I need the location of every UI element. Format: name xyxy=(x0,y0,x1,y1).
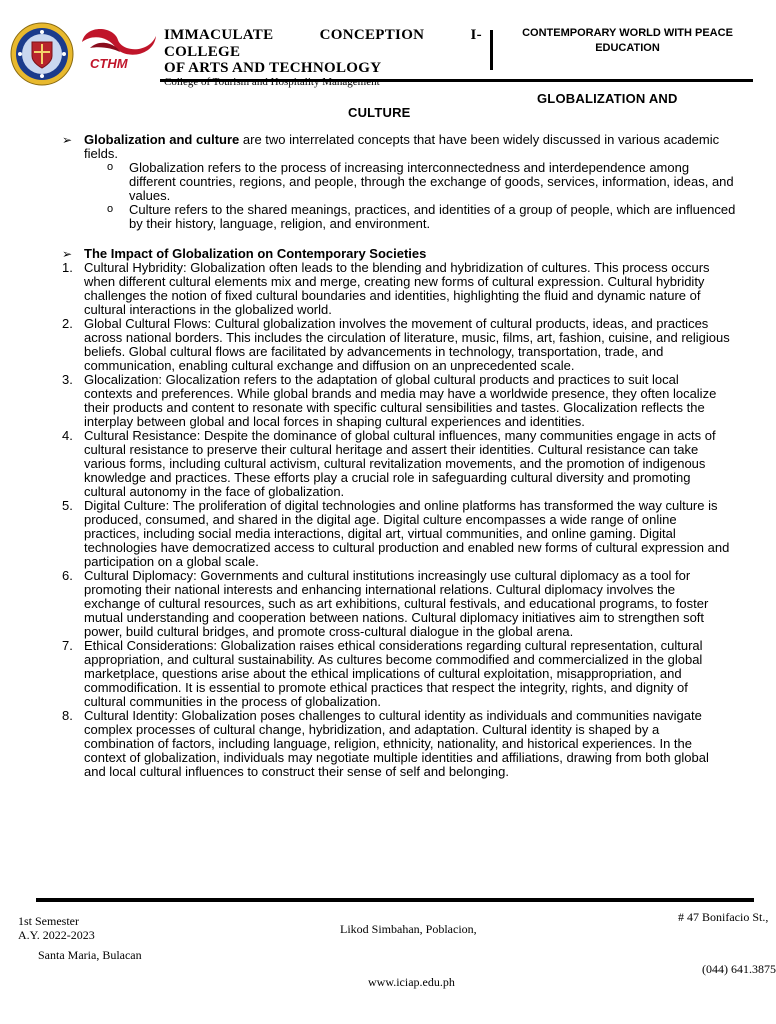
impact-list xyxy=(62,261,742,779)
topic-title-line-2: CULTURE xyxy=(348,105,411,120)
list-number: 7. xyxy=(62,638,73,653)
school-name-word: CONCEPTION xyxy=(319,27,425,43)
section-heading: The Impact of Globalization on Contemporary Societies xyxy=(84,246,427,261)
definition-list xyxy=(62,161,742,231)
list-item xyxy=(107,160,742,203)
cthm-logo xyxy=(76,22,160,72)
intro-paragraph xyxy=(84,133,742,161)
list-item xyxy=(62,708,742,779)
topic-title-line-1: GLOBALIZATION AND xyxy=(537,91,678,106)
impact-section xyxy=(62,247,742,779)
footer-phone: (044) 641.3875 xyxy=(702,962,776,976)
footer-website: www.iciap.edu.ph xyxy=(368,975,455,989)
list-number: 1. xyxy=(62,260,73,275)
list-item-text: Digital Culture: The proliferation of digital technologies and online platforms has transformed the way culture is produced, consumed, and shared in the digital age. Digital culture encompasses a wide range of online practices, including social media interactions, digital art, virtual communities, and online gaming. Digital technologies have democratized access to cultural production and enabled new forms of cultural expression and participation on a global scale. xyxy=(84,498,730,569)
footer-semester: 1st Semester xyxy=(18,914,79,928)
school-name-word: IMMACULATE xyxy=(164,27,274,43)
circle-bullet-icon: o xyxy=(107,203,114,215)
list-number: 6. xyxy=(62,568,73,583)
list-item xyxy=(107,202,742,231)
list-number: 3. xyxy=(62,372,73,387)
intro-text: are two interrelated concepts that have been widely discussed in various academic fields. xyxy=(84,132,720,161)
arrow-bullet-icon: ➢ xyxy=(62,133,73,147)
school-name-line-3: OF ARTS AND TECHNOLOGY xyxy=(164,60,382,76)
footer-town: Santa Maria, Bulacan xyxy=(38,948,142,962)
list-item xyxy=(62,568,742,639)
school-name-word: I- xyxy=(470,27,482,43)
list-number: 5. xyxy=(62,498,73,513)
footer-academic-year: A.Y. 2022-2023 xyxy=(18,928,95,942)
header-vertical-divider xyxy=(490,30,493,70)
list-item xyxy=(62,372,742,429)
course-title: CONTEMPORARY WORLD WITH PEACE EDUCATION xyxy=(522,27,733,54)
list-number: 2. xyxy=(62,316,73,331)
intro-bold-lead: Globalization and culture xyxy=(84,132,240,147)
footer-street: Likod Simbahan, Poblacion, xyxy=(340,922,477,936)
list-item-text: Ethical Considerations: Globalization raises ethical considerations regarding cultural representation, cultural appropriation, and cultural sustainability. As cultures become commodified and commercialized in the global marketplace, questions arise about the ethical implications of cultural exploitation, misappropriation, and commodification. It is essential to promote ethical practices that respect the integrity, rights, and dignity of cultural communities in the process of globalization. xyxy=(84,638,703,709)
school-name-line-2: COLLEGE xyxy=(164,44,241,60)
list-item xyxy=(62,316,742,373)
list-item xyxy=(62,638,742,709)
list-item xyxy=(62,260,742,317)
school-subtitle: College of Tourism and Hospitality Management xyxy=(164,76,380,88)
list-item-text: Global Cultural Flows: Cultural globalization involves the movement of cultural products, ideas, and practices across national borders. This includes the circulation of literature, music, films, art, fashion, cuisine, and religious beliefs. Global cultural flows are facilitated by advancements in technology, transportation, trade, and communication, enabling cultural exchange and diffusion on an unprecedented scale. xyxy=(84,316,730,373)
footer-divider xyxy=(36,898,754,902)
circle-bullet-icon: o xyxy=(107,161,114,173)
list-number: 4. xyxy=(62,428,73,443)
list-item-text: Cultural Resistance: Despite the dominance of global cultural influences, many communities engage in acts of cultural resistance to preserve their cultural heritage and assert their identities. Cultural resistance can take various forms, including cultural activism, cultural revitalization movements, and the promotion of indigenous knowledge and practices. These efforts play a crucial role in safeguarding cultural diversity and promoting cultural autonomy in the face of globalization. xyxy=(84,428,716,499)
list-item-text: Cultural Diplomacy: Governments and cultural institutions increasingly use cultural diplomacy as a tool for promoting their national interests and enhancing international relations. Cultural diplomacy involves the exchange of cultural resources, such as art exhibitions, cultural festivals, and educational programs, to foster mutual understanding and cooperation between nations. Cultural diplomacy initiatives aim to strengthen soft power, build cultural bridges, and promote cross-cultural dialogue in the global arena. xyxy=(84,568,709,639)
list-item-text: Cultural Hybridity: Globalization often leads to the blending and hybridization of cultures. This process occurs when different cultural elements mix and merge, creating new forms of cultural expression. Cultural hybridity challenges the notion of fixed cultural boundaries and identities, highlighting the fluid and dynamic nature of cultural interactions in the globalized world. xyxy=(84,260,710,317)
list-item-text: Cultural Identity: Globalization poses challenges to cultural identity as individuals and communities navigate complex processes of cultural change, hybridization, and adaptation. Cultural identity is shaped by a combination of factors, including language, religion, ethnicity, nationality, and historical experiences. In the context of globalization, individuals may negotiate multiple identities and affiliations, drawing from both global and local cultural influences to construct their sense of self and belonging. xyxy=(84,708,709,779)
school-name-line-1 xyxy=(164,27,482,44)
svg-text:CTHM: CTHM xyxy=(90,56,128,71)
list-item xyxy=(62,498,742,569)
list-item-text: Culture refers to the shared meanings, practices, and identities of a group of people, which are influenced by their history, language, religion, and environment. xyxy=(129,202,736,231)
list-number: 8. xyxy=(62,708,73,723)
college-seal-logo xyxy=(10,22,74,86)
footer-address: # 47 Bonifacio St., xyxy=(678,910,769,924)
intro-section xyxy=(62,133,742,231)
list-item xyxy=(62,428,742,499)
arrow-bullet-icon: ➢ xyxy=(62,247,73,261)
list-item-text: Glocalization: Glocalization refers to the adaptation of global cultural products and practices to suit local contexts and preferences. While global brands and media may have a worldwide presence, they often localize their products and content to resonate with specific cultural sensibilities and tastes. Glocalization reflects the interplay between global and local forces in shaping cultural experiences and identities. xyxy=(84,372,717,429)
list-item-text: Globalization refers to the process of increasing interconnectedness and interdependence among different countries, regions, and people, through the exchange of goods, services, information, ideas, and values. xyxy=(129,160,734,203)
